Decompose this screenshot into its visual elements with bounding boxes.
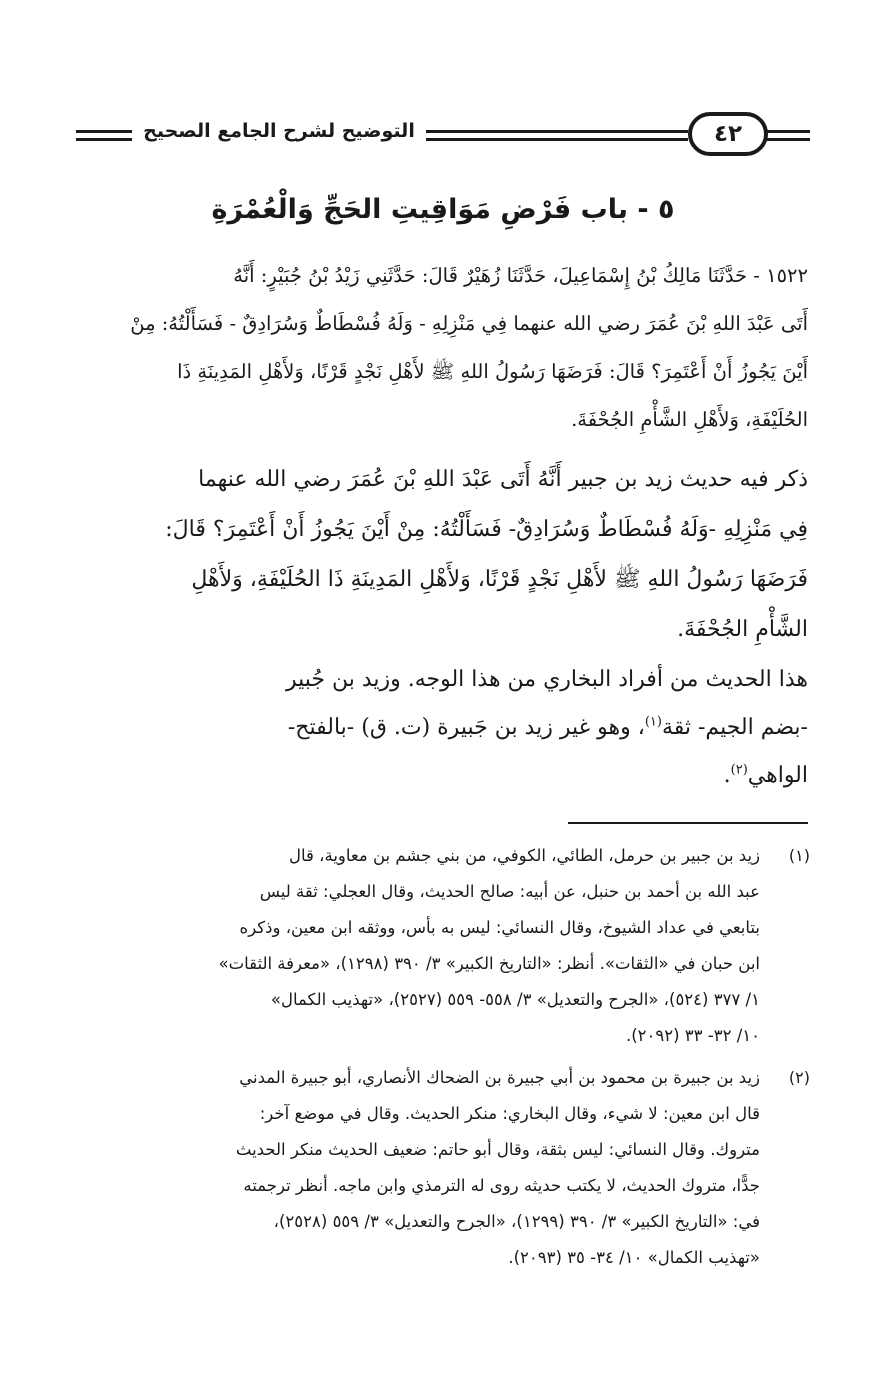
commentary-line: فِي مَنْزِلِهِ -وَلَهُ فُسْطَاطٌ وَسُرَادِقٌ- فَسَأَلْتُهُ: مِنْ أَيْنَ يَجُوزُ أَنْ أَعْتَمِرَ؟ قَالَ:	[165, 517, 808, 542]
commentary-paragraph	[76, 455, 808, 655]
commentary-line: فَرَضَهَا رَسُولُ اللهِ ﷺ لأَهْلِ نَجْدٍ قَرْنًا، وَلأَهْلِ المَدِينَةِ ذَا الحُلَيْفَةِ، وَلأَهْلِ	[191, 567, 808, 592]
footnote-line: ابن حبان في «الثقات». أنظر: «التاريخ الكبير» ٣/ ٣٩٠ (١٢٩٨)، «معرفة الثقات»	[218, 954, 760, 973]
running-title: التوضيح لشرح الجامع الصحيح	[143, 120, 415, 142]
commentary-text: -بضم الجيم- ثقة	[661, 715, 808, 740]
footnote-line: ١/ ٣٧٧ (٥٢٤)، «الجرح والتعديل» ٣/ ٥٥٨- ٥٥٩ (٢٥٢٧)، «تهذيب الكمال»	[270, 990, 760, 1009]
commentary-line: الشَّأْمِ الجُحْفَةَ.	[677, 617, 808, 642]
header-rule	[766, 138, 810, 141]
footnote-line: زيد بن جبيرة بن محمود بن أبي جبيرة بن الضحاك الأنصاري، أبو جبيرة المدني	[239, 1068, 760, 1087]
commentary-text: .	[723, 763, 731, 788]
commentary-paragraph	[76, 656, 808, 800]
footnote-line: ١٠/ ٣٢- ٣٣ (٢٠٩٢).	[625, 1026, 760, 1045]
hadith-line: أَيْنَ يَجُوزُ أَنْ أَعْتَمِرَ؟ قَالَ: فَرَضَهَا رَسُولُ اللهِ ﷺ لأَهْلِ نَجْدٍ قَرْنًا، وَلأَهْلِ المَدِينَةِ ذَا	[177, 360, 808, 383]
commentary-line	[76, 704, 808, 752]
footnote-reference[interactable]: (٢)	[730, 762, 748, 778]
footnote-body	[76, 1060, 760, 1276]
footnote-reference[interactable]: (١)	[644, 714, 662, 730]
footnote-line: في: «التاريخ الكبير» ٣/ ٣٩٠ (١٢٩٩)، «الجرح والتعديل» ٣/ ٥٥٩ (٢٥٢٨)،	[273, 1212, 760, 1231]
running-header	[76, 112, 810, 164]
footnote-line: زيد بن جبير بن حرمل، الطائي، الكوفي، من بني جشم بن معاوية، قال	[289, 846, 760, 865]
footnote-number: (٢)	[788, 1068, 810, 1087]
commentary-line: ذكر فيه حديث زيد بن جبير أَنَّهُ أَتَى عَبْدَ اللهِ بْنَ عُمَرَ رضي الله عنهما	[198, 467, 808, 492]
hadith-text	[76, 252, 808, 444]
footnote-line: قال ابن معين: لا شيء، وقال البخاري: منكر الحديث. وقال في موضع آخر:	[259, 1104, 760, 1123]
header-rule	[76, 138, 132, 141]
header-rule	[766, 130, 810, 133]
footnote-separator	[568, 822, 808, 824]
footnote-line: جدًّا، متروك الحديث، لا يكتب حديثه روى له الترمذي وابن ماجه. أنظر ترجمته	[243, 1176, 760, 1195]
commentary-text: الواهي	[747, 763, 808, 788]
hadith-line: الحُلَيْفَةِ، وَلأَهْلِ الشَّأْمِ الجُحْفَةَ.	[571, 408, 808, 431]
commentary-line	[76, 752, 808, 800]
commentary-text: ، وهو غير زيد بن جَبيرة (ت. ق) -بالفتح-	[287, 715, 645, 740]
footnote	[76, 1060, 810, 1276]
chapter-title: ٥ - باب فَرْضِ مَوَاقِيتِ الحَجِّ وَالْعُمْرَةِ	[211, 194, 675, 225]
footnote-line: متروك. وقال النسائي: ليس بثقة، وقال أبو حاتم: ضعيف الحديث منكر الحديث	[235, 1140, 760, 1159]
hadith-line: ١٥٢٢ - حَدَّثَنَا مَالِكُ بْنُ إِسْمَاعِيلَ، حَدَّثَنَا زُهَيْرٌ قَالَ: حَدَّثَنِي زَيْدُ بْنُ جُبَيْرٍ: أَنَّهُ	[233, 264, 808, 287]
header-rule	[426, 138, 688, 141]
header-rule	[76, 130, 132, 133]
footnote-line: «تهذيب الكمال» ١٠/ ٣٤- ٣٥ (٢٠٩٣).	[508, 1248, 760, 1267]
header-rule	[426, 130, 688, 133]
footnote-line: بتابعي في عداد الشيوخ، وقال النسائي: ليس به بأس، ووثقه ابن معين، وذكره	[239, 918, 760, 937]
footnote-body	[76, 838, 760, 1054]
footnote-line: عبد الله بن أحمد بن حنبل، عن أبيه: صالح الحديث، وقال العجلي: ثقة ليس	[259, 882, 760, 901]
hadith-line: أَتَى عَبْدَ اللهِ بْنَ عُمَرَ رضي الله عنهما فِي مَنْزِلِهِ - وَلَهُ فُسْطَاطٌ وَسُرَادِقٌ - فَسَأَلْتُهُ: مِنْ	[130, 312, 808, 335]
footnote-number: (١)	[788, 846, 810, 865]
page-number: ٤٢	[688, 112, 768, 156]
commentary-line: هذا الحديث من أفراد البخاري من هذا الوجه. وزيد بن جُبير	[285, 667, 808, 692]
footnote	[76, 838, 810, 1054]
